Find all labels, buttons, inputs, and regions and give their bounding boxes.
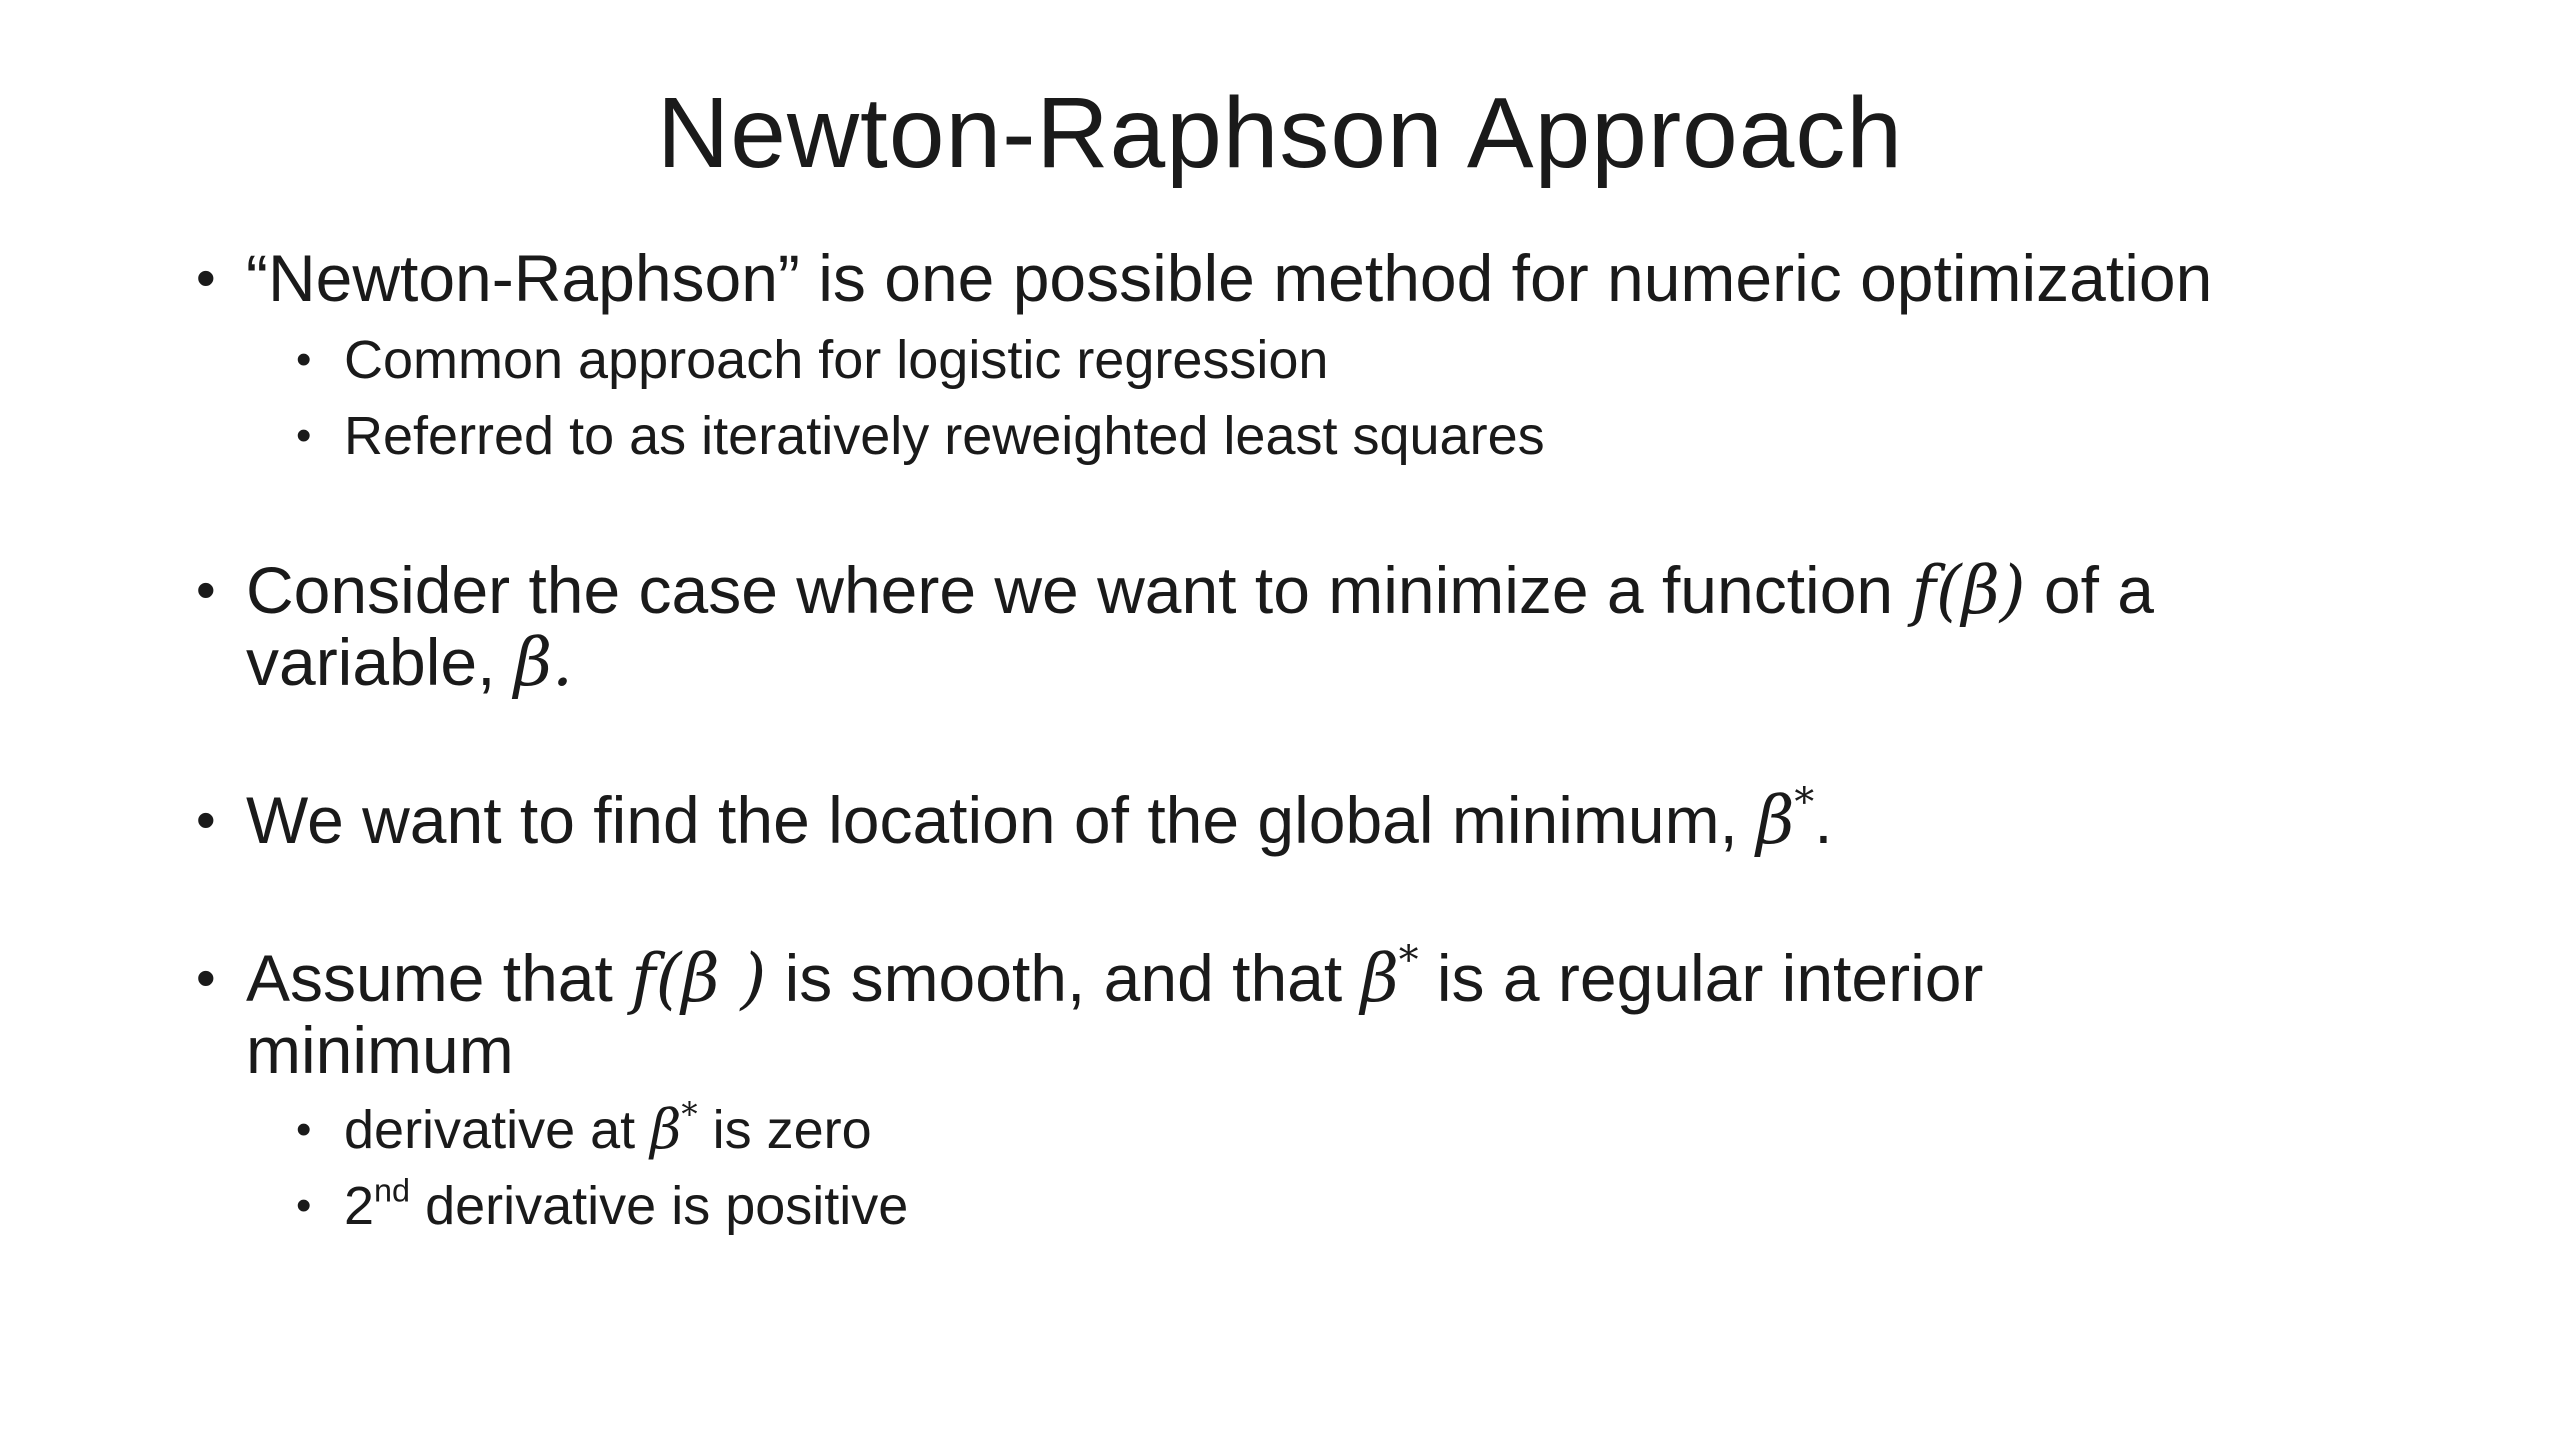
bullet-3-math-star: *: [1794, 779, 1815, 826]
bullet-4-text-c: is a regular interior: [1418, 941, 1984, 1015]
bullet-2-text-b: of a: [2025, 553, 2154, 627]
bullet-2-text-c: variable,: [246, 625, 514, 699]
bullet-2-text-a: Consider the case where we want to minimize a function: [246, 553, 1912, 627]
bullet-4-math-beta: β: [1360, 940, 1399, 1017]
bullet-marker: •: [196, 788, 216, 851]
bullet-4-sub-1-math-beta: β: [650, 1098, 682, 1161]
bullet-4-sub-1: [344, 1095, 872, 1161]
bullet-3-text-a: We want to find the location of the global minimum,: [246, 783, 1757, 857]
sub-bullet-marker: •: [296, 335, 312, 384]
bullet-4-line-1: [246, 937, 1984, 1017]
bullet-1-sub-1: Common approach for logistic regression: [344, 330, 1329, 390]
bullet-4-sub-1-text-b: is zero: [697, 1100, 872, 1160]
bullet-3-text-b: .: [1814, 783, 1833, 857]
sub-bullet-marker: •: [296, 1181, 312, 1230]
bullet-marker: •: [196, 946, 216, 1009]
bullet-4-sub-2-text-a: 2: [344, 1176, 375, 1236]
bullet-1-sub-2: Referred to as iteratively reweighted least squares: [344, 406, 1545, 466]
bullet-marker: •: [196, 246, 216, 309]
bullet-2-math-beta: β.: [513, 624, 573, 701]
bullet-4-text-a: Assume that: [246, 941, 632, 1015]
bullet-2-line-1: [246, 552, 2154, 629]
bullet-3-line-1: [246, 779, 1833, 859]
bullet-4-sub-2: [344, 1172, 909, 1236]
slide-title: Newton-Raphson Approach: [657, 77, 1903, 189]
bullet-4-math-f-beta: f(β ): [631, 940, 767, 1017]
bullet-4-text-b: is smooth, and that: [766, 941, 1361, 1015]
bullet-4-line-2: minimum: [246, 1013, 514, 1087]
bullet-4-sub-2-text-b: derivative is positive: [410, 1176, 909, 1236]
sub-bullet-marker: •: [296, 411, 312, 460]
bullet-4-math-star: *: [1398, 937, 1419, 984]
bullet-4-sub-1-math-star: *: [681, 1095, 698, 1134]
bullet-4-sub-2-sup: nd: [374, 1172, 411, 1209]
bullet-marker: •: [196, 558, 216, 621]
bullet-1-text: “Newton-Raphson” is one possible method for numeric optimization: [246, 241, 2213, 315]
bullet-2-math-f-beta: f(β): [1911, 552, 2026, 629]
bullet-3-math-beta: β: [1756, 782, 1795, 859]
bullet-2-line-2: [246, 624, 573, 701]
sub-bullet-marker: •: [296, 1105, 312, 1154]
bullet-4-sub-1-text-a: derivative at: [344, 1100, 651, 1160]
